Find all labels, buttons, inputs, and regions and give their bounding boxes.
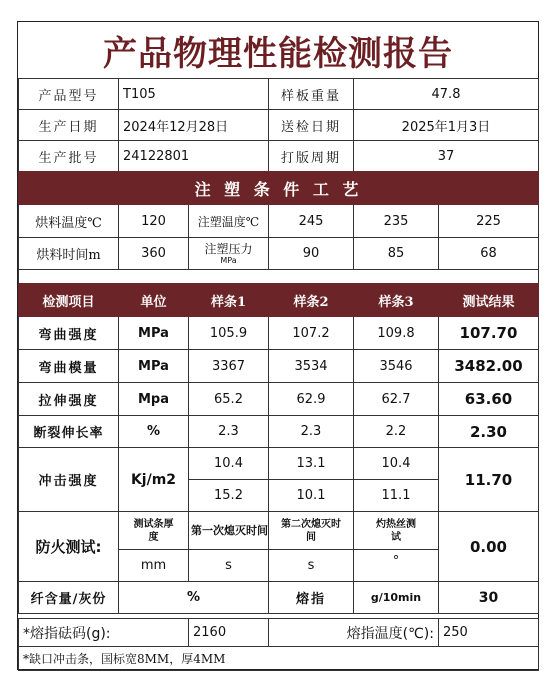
fiber-row — [19, 582, 539, 614]
row-result: 2.30 — [439, 416, 539, 448]
fire-col-second: 第二次熄灭时间 — [269, 512, 354, 550]
row-s2: 2.3 — [269, 416, 354, 448]
row-unit: MPa — [119, 350, 189, 383]
melt-weight-label: *熔指砝码(g): — [19, 619, 189, 647]
row-result: 3482.00 — [439, 350, 539, 383]
col-header-s1: 样条1 — [189, 284, 269, 317]
footer-note: *缺口冲击条，国标宽8MM，厚4MM — [19, 647, 539, 671]
fiber-result: 30 — [439, 582, 539, 614]
impact-item: 冲击强度 — [19, 448, 119, 512]
sample-weight-label: 样板重量 — [269, 79, 354, 110]
table-row — [19, 383, 539, 416]
row-item: 弯曲模量 — [19, 350, 119, 383]
impact-row — [19, 448, 539, 480]
dry-temp-label: 烘料温度℃ — [19, 205, 119, 238]
product-info-table — [18, 78, 539, 172]
fire-col-first: 第一次熄灭时间 — [189, 512, 269, 550]
dry-temp-value: 120 — [119, 205, 189, 238]
pressure-1: 90 — [269, 238, 354, 270]
row-s2: 107.2 — [269, 317, 354, 350]
cycle-value: 37 — [354, 141, 539, 172]
spacer-row — [19, 270, 539, 284]
row-result: 107.70 — [439, 317, 539, 350]
impact-s3-b: 11.1 — [354, 480, 439, 512]
row-s1: 105.9 — [189, 317, 269, 350]
fire-val-thickness: mm — [119, 550, 189, 582]
process-table — [18, 171, 539, 284]
col-header-s3: 样条3 — [354, 284, 439, 317]
dry-time-value: 360 — [119, 238, 189, 270]
row-unit: Mpa — [119, 383, 189, 416]
dry-time-label: 烘料时间m — [19, 238, 119, 270]
col-header-s2: 样条2 — [269, 284, 354, 317]
row-s3: 3546 — [354, 350, 439, 383]
fire-val-first: s — [189, 550, 269, 582]
impact-result: 11.70 — [439, 448, 539, 512]
impact-s2-a: 13.1 — [269, 448, 354, 480]
row-item: 拉伸强度 — [19, 383, 119, 416]
row-s1: 3367 — [189, 350, 269, 383]
row-item: 弯曲强度 — [19, 317, 119, 350]
melt-temp-value: 250 — [439, 619, 539, 647]
fiber-item: 纤含量/灰份 — [19, 582, 119, 614]
fiber-unit: % — [119, 582, 269, 614]
report-sheet — [17, 21, 539, 670]
table-row — [19, 350, 539, 383]
batch-value: 24122801 — [119, 141, 269, 172]
prod-date-value: 2024年12月28日 — [119, 110, 269, 141]
row-s3: 109.8 — [354, 317, 439, 350]
fire-val-second: s — [269, 550, 354, 582]
fire-item: 防火测试: — [19, 512, 119, 582]
batch-label: 生产批号 — [19, 141, 119, 172]
cycle-label: 打版周期 — [269, 141, 354, 172]
test-date-value: 2025年1月3日 — [354, 110, 539, 141]
fire-result: 0.00 — [439, 512, 539, 582]
melt-label: 熔指 — [269, 582, 354, 614]
report-title: 产品物理性能检测报告 — [18, 22, 538, 79]
impact-unit: Kj/m2 — [119, 448, 189, 512]
impact-s1-b: 15.2 — [189, 480, 269, 512]
fire-col-thickness: 测试条厚度 — [119, 512, 189, 550]
pressure-label: 注塑压力 — [204, 242, 253, 256]
fire-row — [19, 512, 539, 550]
pressure-cell — [189, 238, 269, 270]
mold-temp-2: 235 — [354, 205, 439, 238]
row-unit: % — [119, 416, 189, 448]
mold-temp-1: 245 — [269, 205, 354, 238]
process-header: 注 塑 条 件 工 艺 — [19, 172, 539, 205]
test-results-table — [18, 283, 539, 614]
row-s2: 62.9 — [269, 383, 354, 416]
fire-val-glow: ° — [354, 550, 439, 582]
melt-weight-value: 2160 — [189, 619, 269, 647]
mold-temp-3: 225 — [439, 205, 539, 238]
row-item: 断裂伸长率 — [19, 416, 119, 448]
row-s1: 65.2 — [189, 383, 269, 416]
row-s3: 2.2 — [354, 416, 439, 448]
row-s1: 2.3 — [189, 416, 269, 448]
melt-unit: g/10min — [354, 582, 439, 614]
row-s2: 3534 — [269, 350, 354, 383]
col-header-item: 检测项目 — [19, 284, 119, 317]
sample-weight-value: 47.8 — [354, 79, 539, 110]
impact-s3-a: 10.4 — [354, 448, 439, 480]
row-unit: MPa — [119, 317, 189, 350]
col-header-unit: 单位 — [119, 284, 189, 317]
pressure-2: 85 — [354, 238, 439, 270]
model-value: T105 — [119, 79, 269, 110]
footer-table — [18, 618, 539, 671]
mold-temp-label: 注塑温度℃ — [189, 205, 269, 238]
table-row — [19, 416, 539, 448]
test-date-label: 送检日期 — [269, 110, 354, 141]
melt-temp-label: 熔指温度(℃): — [269, 619, 439, 647]
row-result: 63.60 — [439, 383, 539, 416]
row-s3: 62.7 — [354, 383, 439, 416]
pressure-3: 68 — [439, 238, 539, 270]
fire-col-glow: 灼热丝测试 — [354, 512, 439, 550]
impact-s2-b: 10.1 — [269, 480, 354, 512]
model-label: 产品型号 — [19, 79, 119, 110]
prod-date-label: 生产日期 — [19, 110, 119, 141]
col-header-result: 测试结果 — [439, 284, 539, 317]
impact-s1-a: 10.4 — [189, 448, 269, 480]
table-row — [19, 317, 539, 350]
pressure-unit: MPa — [220, 256, 237, 265]
